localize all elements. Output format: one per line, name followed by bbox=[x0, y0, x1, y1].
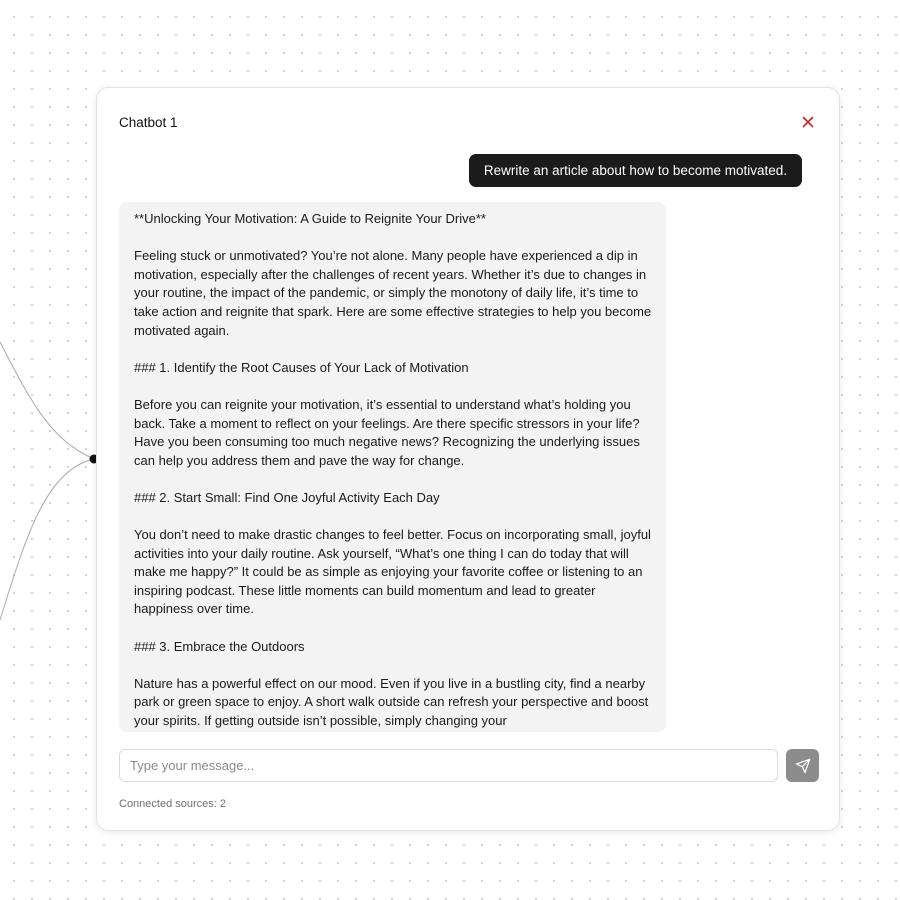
message-list[interactable] bbox=[119, 154, 817, 732]
send-button[interactable] bbox=[786, 749, 819, 782]
close-icon bbox=[802, 116, 814, 128]
chatbot-header bbox=[119, 112, 817, 132]
bot-message: **Unlocking Your Motivation: A Guide to Reignite Your Drive** Feeling stuck or unmotivated? You’re not alone. Many people have experienced a dip in motivation, especially after the challenges of recent years. Whether it’s due to changes in your routine, the impact of the pandemic, or simply the monotony of daily life, it’s time to take action and reignite that spark. Here are some effective strategies to help you become motivated again. ### 1. Identify the Root Causes of Your Lack of Motivation Before you can reignite your motivation, it’s essential to understand what’s holding you back. Take a moment to reflect on your feelings. Are there specific stressors in your life? Have you been consuming too much negative news? Recognizing the underlying issues can help you address them and pave the way for change. ### 2. Start Small: Find One Joyful Activity Each Day You don’t need to make drastic changes to feel better. Focus on incorporating small, joyful activities into your daily routine. Ask yourself, “What’s one thing I can do today that will make me happy?” It could be as simple as enjoying your favorite coffee or listening to an inspiring podcast. These little moments can build momentum and lead to greater happiness over time. ### 3. Embrace the Outdoors Nature has a powerful effect on our mood. Even if you live in a bustling city, find a nearby park or green space to enjoy. A short walk outside can refresh your perspective and boost your spirits. If getting outside isn’t possible, simply changing your bbox=[119, 202, 666, 732]
connection-edge-lower bbox=[0, 459, 94, 620]
chatbot-title: Chatbot 1 bbox=[119, 114, 178, 130]
close-button[interactable] bbox=[799, 113, 817, 131]
connection-edge-upper bbox=[0, 342, 94, 459]
user-message: Rewrite an article about how to become motivated. bbox=[469, 154, 802, 187]
message-input[interactable] bbox=[119, 749, 778, 782]
send-icon bbox=[795, 758, 811, 774]
user-message-row bbox=[119, 154, 817, 187]
composer bbox=[119, 749, 819, 782]
chatbot-node[interactable] bbox=[96, 87, 840, 831]
connected-sources-label: Connected sources: 2 bbox=[119, 798, 227, 810]
